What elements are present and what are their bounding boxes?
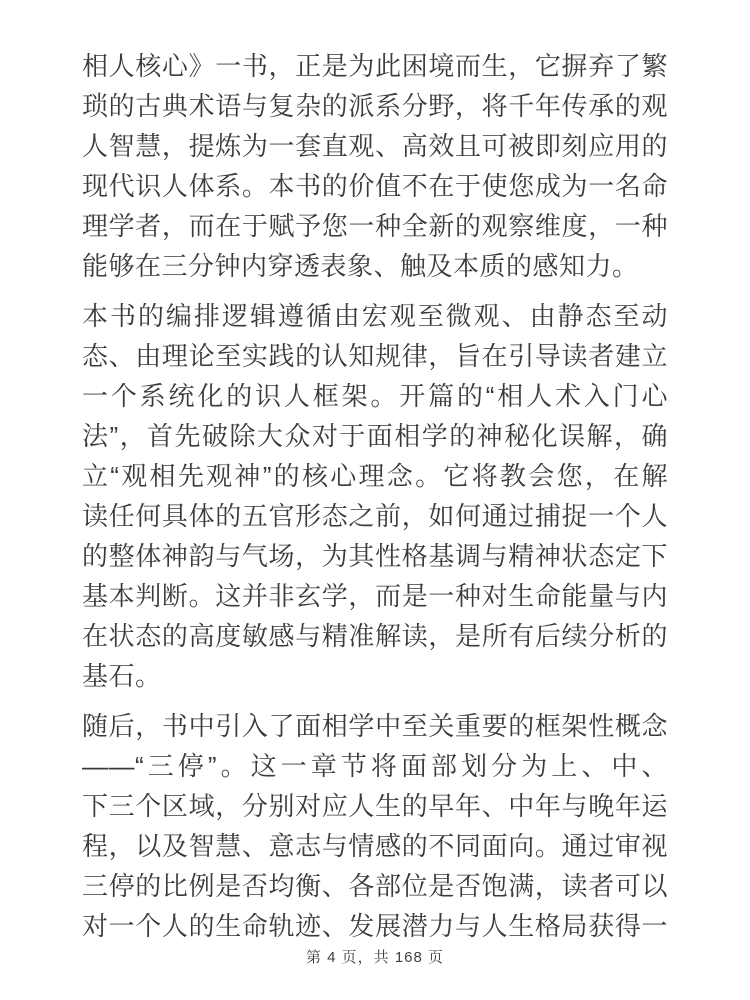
text-line: 一个系统化的识人框架。开篇的“相人术入门心 (82, 381, 668, 411)
text-line: 在状态的高度敏感与精准解读，是所有后续分析的 (82, 621, 668, 651)
text-line: 随后，书中引入了面相学中至关重要的框架性概念 (82, 711, 668, 741)
text-line: 基本判断。这并非玄学，而是一种对生命能量与内 (82, 581, 668, 611)
text-line: 对一个人的生命轨迹、发展潜力与人生格局获得一 (82, 911, 668, 941)
text-line: ——“三停”。这一章节将面部划分为上、中、 (82, 751, 668, 781)
text-line: 下三个区域，分别对应人生的早年、中年与晚年运 (82, 791, 668, 821)
text-line: 琐的古典术语与复杂的派系分野，将千年传承的观 (82, 91, 668, 121)
text-line: 相人核心》一书，正是为此困境而生，它摒弃了繁 (82, 51, 668, 81)
paragraph (82, 46, 668, 286)
text-line: 三停的比例是否均衡、各部位是否饱满，读者可以 (82, 871, 668, 901)
text-line: 能够在三分钟内穿透表象、触及本质的感知力。 (82, 251, 639, 281)
text-line: 态、由理论至实践的认知规律，旨在引导读者建立 (82, 341, 668, 371)
text-line: 程，以及智慧、意志与情感的不同面向。通过审视 (82, 831, 668, 861)
paragraph (82, 706, 668, 946)
text-line: 理学者，而在于赋予您一种全新的观察维度，一种 (82, 211, 668, 241)
text-line: 基石。 (82, 661, 162, 691)
paragraph (82, 296, 668, 696)
text-line: 读任何具体的五官形态之前，如何通过捕捉一个人 (82, 501, 668, 531)
text-line: 本书的编排逻辑遵循由宏观至微观、由静态至动 (82, 301, 668, 331)
page-footer (0, 948, 750, 968)
page-number-text: 第 4 页，共 168 页 (305, 949, 445, 966)
text-line: 法”，首先破除大众对于面相学的神秘化误解，确 (82, 421, 668, 451)
document-body (82, 46, 668, 946)
text-line: 人智慧，提炼为一套直观、高效且可被即刻应用的 (82, 131, 668, 161)
text-line: 现代识人体系。本书的价值不在于使您成为一名命 (82, 171, 668, 201)
text-line: 的整体神韵与气场，为其性格基调与精神状态定下 (82, 541, 668, 571)
text-line: 立“观相先观神”的核心理念。它将教会您，在解 (82, 461, 668, 491)
